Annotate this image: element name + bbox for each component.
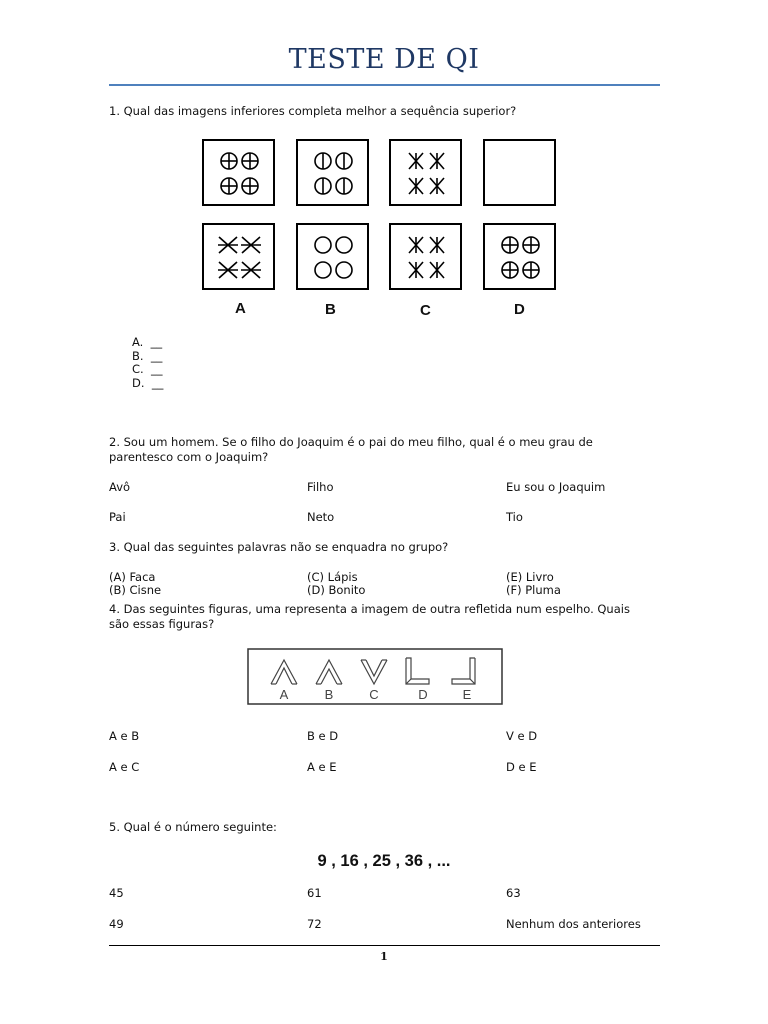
q1-top-box-2 [296, 139, 369, 206]
page-number: 1 [380, 950, 388, 963]
choice-letter: C. [132, 362, 144, 376]
q3-option[interactable]: (D) Bonito [307, 583, 366, 597]
list-item[interactable] [132, 377, 163, 391]
q1-label-b: B [325, 301, 336, 318]
x-cross-icon [204, 225, 277, 292]
q1-top-box-3 [389, 139, 462, 206]
q5-text: 5. Qual é o número seguinte: [109, 820, 277, 834]
answer-blank[interactable]: __ [150, 335, 163, 349]
circle-plus-icon [485, 225, 558, 292]
circle-icon [298, 225, 371, 292]
q2-option[interactable]: Pai [109, 510, 126, 524]
q5-option[interactable]: 61 [307, 886, 322, 900]
q4-mirror-figure [247, 648, 503, 706]
q2-option[interactable]: Neto [307, 510, 335, 524]
page-title: TESTE DE QI [288, 44, 480, 75]
list-item[interactable] [132, 336, 163, 350]
footer-rule [109, 945, 660, 946]
q4-text [109, 602, 630, 632]
answer-blank[interactable]: __ [151, 375, 164, 390]
q2-line-2: parentesco com o Joaquim? [109, 450, 269, 464]
circle-plus-icon [204, 141, 277, 208]
answer-blank[interactable]: __ [151, 362, 163, 376]
list-item[interactable] [132, 363, 163, 377]
q3-option[interactable]: (B) Cisne [109, 583, 162, 597]
asterisk-icon [391, 141, 464, 208]
q2-text [109, 435, 593, 465]
list-item[interactable] [132, 350, 163, 364]
q5-option[interactable]: 63 [506, 886, 521, 900]
mirror-shapes-icon [247, 648, 503, 706]
q1-answer-box-d [483, 223, 556, 290]
choice-letter: D. [132, 375, 145, 390]
q3-option[interactable]: (F) Pluma [506, 583, 561, 597]
q1-label-c: C [420, 302, 431, 319]
q2-option[interactable]: Eu sou o Joaquim [506, 480, 606, 494]
q4-line-2: são essas figuras? [109, 617, 215, 631]
answer-blank[interactable]: __ [150, 348, 163, 363]
q2-line-1: 2. Sou um homem. Se o filho do Joaquim é o pai do meu filho, qual é o meu grau de [109, 435, 593, 449]
x-bar-icon [391, 225, 464, 292]
q2-option[interactable]: Filho [307, 480, 334, 494]
q1-choice-list [132, 336, 163, 390]
figure-label-c: C [369, 687, 379, 702]
figure-label-a: A [279, 687, 289, 702]
q4-option[interactable]: B e D [307, 729, 339, 743]
q3-option[interactable]: (E) Livro [506, 570, 554, 584]
q4-option[interactable]: A e E [307, 760, 337, 774]
q2-option[interactable]: Avô [109, 480, 131, 494]
q4-option[interactable]: D e E [506, 760, 537, 774]
q5-option[interactable]: 49 [109, 917, 124, 931]
q2-option[interactable]: Tio [506, 510, 523, 524]
q5-option[interactable]: 45 [109, 886, 124, 900]
choice-letter: B. [132, 348, 144, 363]
q4-option[interactable]: V e D [506, 729, 538, 743]
q1-answer-box-b [296, 223, 369, 290]
figure-label-b: B [324, 687, 334, 702]
q1-top-box-empty [483, 139, 556, 206]
q1-top-box-1 [202, 139, 275, 206]
q4-line-1: 4. Das seguintes figuras, uma representa a imagem de outra refletida num espelho. Quais [109, 602, 630, 616]
q4-option[interactable]: A e C [109, 760, 140, 774]
choice-letter: A. [132, 335, 144, 349]
figure-label-e: E [462, 687, 472, 702]
q1-label-a: A [235, 300, 246, 317]
q1-text: 1. Qual das imagens inferiores completa melhor a sequência superior? [109, 104, 517, 118]
q3-option[interactable]: (C) Lápis [307, 570, 358, 584]
q4-option[interactable]: A e B [109, 729, 140, 743]
circle-bar-icon [298, 141, 371, 208]
q5-option[interactable]: 72 [307, 917, 322, 931]
q3-text: 3. Qual das seguintes palavras não se enquadra no grupo? [109, 540, 449, 554]
q1-label-d: D [514, 301, 525, 318]
title-rule [109, 84, 660, 86]
figure-label-d: D [418, 687, 428, 702]
q1-answer-box-a [202, 223, 275, 290]
q1-answer-box-c [389, 223, 462, 290]
q5-sequence: 9 , 16 , 25 , 36 , ... [317, 852, 451, 870]
q3-option[interactable]: (A) Faca [109, 570, 156, 584]
q5-option[interactable]: Nenhum dos anteriores [506, 917, 641, 931]
